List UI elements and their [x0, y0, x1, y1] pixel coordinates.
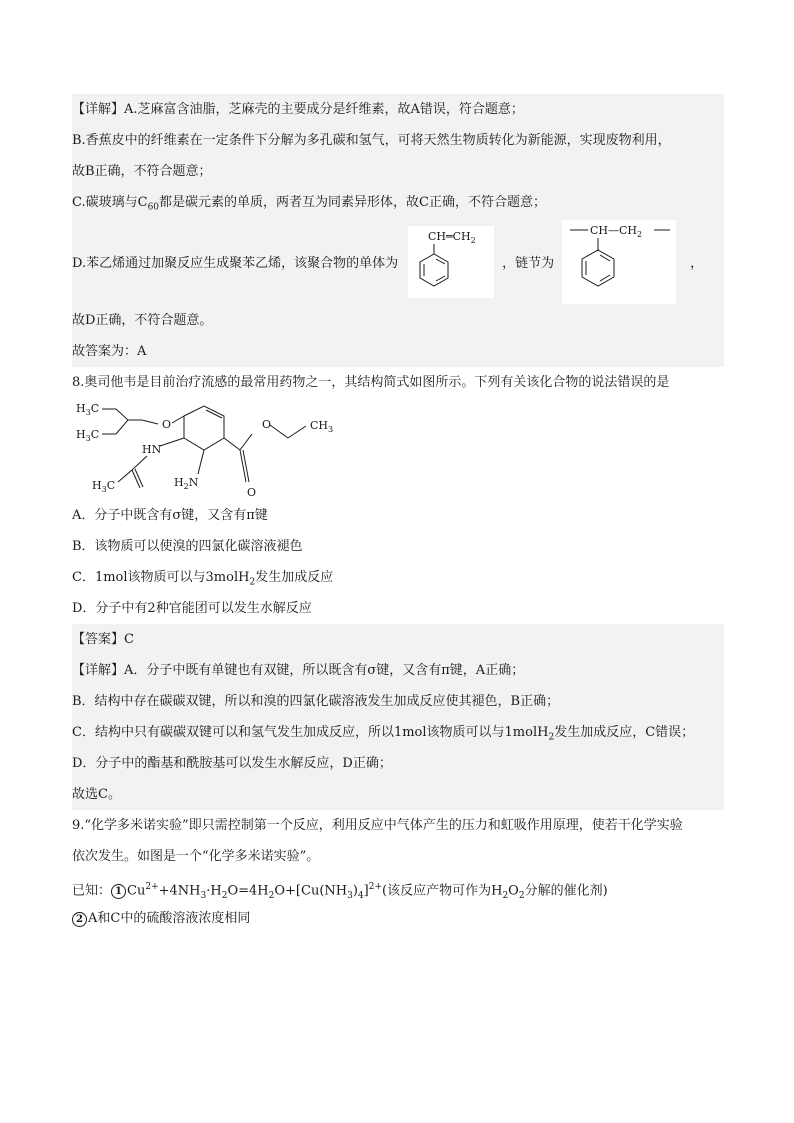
monomer-label: $CH═CH_2$: [428, 229, 476, 245]
label-o-carbonyl: O: [247, 486, 257, 498]
text: B.香蕉皮中的纤维素在一定条件下分解为多孔碳和氢气，可将天然生物质转化为新能源，实现废物利用，: [72, 133, 671, 148]
label-h3c-bottom: $H_3C$: [92, 479, 116, 494]
subscript: 3: [200, 890, 207, 901]
document-page: [72, 94, 724, 934]
superscript: 2+: [145, 882, 159, 892]
subscript: 2: [249, 577, 256, 588]
text: ]: [363, 883, 369, 899]
solution-7-line-1: [72, 94, 724, 125]
superscript: 2+: [368, 882, 383, 892]
oseltamivir-structure: [72, 398, 362, 498]
subscript: 2: [502, 890, 509, 901]
question-9-stem-2: [72, 841, 724, 872]
question-8-structure: [72, 398, 724, 500]
subscript: 60: [147, 202, 160, 213]
polystyrene-repeat-unit: [562, 220, 676, 304]
text: 【详解】A.芝麻富含油脂，芝麻壳的主要成分是纤维素，故A错误，符合题意；: [72, 102, 524, 117]
question-8-explanation-3: [72, 717, 724, 748]
subscript: 2: [548, 732, 555, 743]
question-8-option-a: [72, 500, 724, 531]
label-hn: HN: [142, 443, 162, 456]
question-8-answer-block: [72, 624, 724, 810]
question-8-option-d: [72, 593, 724, 624]
text: 故D正确，不符合题意。: [72, 313, 213, 328]
text: 故答案为：A: [72, 344, 147, 359]
text: D．分子中的酯基和酰胺基可以发生水解反应，D正确；: [72, 756, 392, 771]
question-8-explanation-2: [72, 686, 724, 717]
subscript: 3: [347, 890, 353, 901]
label-ch3: $CH_3$: [310, 419, 334, 434]
solution-7-line-3: [72, 156, 724, 187]
label-o-ester: O: [262, 418, 272, 431]
subscript: 2: [268, 890, 275, 901]
text: D．分子中有2种官能团可以发生水解反应: [72, 601, 312, 616]
text: D.苯乙烯通过加聚反应生成聚苯乙烯，该聚合物的单体为: [72, 256, 399, 271]
text: (该反应产物可作为H: [382, 883, 503, 899]
label-h2n: $H_2N$: [174, 476, 199, 491]
text: 都是碳元素的单质，两者互为同素异形体，故C正确，不符合题意；: [159, 195, 546, 210]
text: B．结构中存在碳碳双键，所以和溴的四氯化碳溶液发生加成反应使其褪色，B正确；: [72, 694, 560, 709]
text: 依次发生。如图是一个“化学多米诺实验”。: [72, 849, 320, 864]
text: C.碳玻璃与C: [72, 195, 148, 210]
text: O: [508, 883, 519, 899]
text: O+[Cu(NH: [274, 883, 348, 899]
text: 故选C。: [72, 787, 121, 802]
text: +4NH: [158, 883, 201, 899]
text: 【答案】C: [72, 632, 134, 647]
circled-number: 2: [72, 912, 87, 927]
label-o-ring: O: [162, 418, 172, 431]
question-9-block: [72, 810, 724, 934]
chain-label: $CH—CH_2$: [590, 223, 643, 239]
text: C．结构中只有碳碳双键可以和氢气发生加成反应，所以1mol该物质可以与1molH: [72, 725, 549, 740]
solution-7-line-6: [72, 305, 724, 336]
question-8-stem: [72, 367, 724, 398]
text: 已知：: [72, 883, 112, 899]
question-8-explanation-5: [72, 779, 724, 810]
question-8-block: [72, 367, 724, 624]
text: A和C中的硫酸溶液浓度相同: [88, 911, 251, 926]
text: O=4H: [227, 883, 269, 899]
text: C．1mol该物质可以与3molH: [72, 570, 250, 585]
text: B．该物质可以使溴的四氯化碳溶液褪色: [72, 539, 303, 554]
question-8-answer: [72, 624, 724, 655]
text: 9.“化学多米诺实验”即只需控制第一个反应，利用反应中气体产生的压力和虹吸作用原理，使若干化学实验: [72, 818, 683, 833]
text: ·H: [206, 883, 222, 899]
text: ，链节为: [502, 256, 555, 271]
text: ): [352, 883, 358, 899]
label-h3c-top: $H_3C$: [76, 402, 100, 417]
subscript: 4: [357, 890, 364, 901]
text: 分解的催化剂): [524, 883, 608, 899]
solution-7-block: [72, 94, 724, 367]
text: Cu: [127, 883, 146, 899]
solution-7-line-4: [72, 187, 724, 218]
text: 发生加成反应，C错误；: [554, 725, 695, 740]
question-8-option-b: [72, 531, 724, 562]
solution-7-line-2: [72, 125, 724, 156]
text: ，: [690, 256, 704, 271]
text: A．分子中既含有σ键，又含有π键: [72, 508, 268, 523]
solution-7-line-5: [72, 218, 724, 305]
styrene-structure: [408, 226, 494, 298]
subscript: 2: [221, 890, 228, 901]
label-h3c-mid: $H_3C$: [76, 428, 100, 443]
question-8-explanation-4: [72, 748, 724, 779]
question-8-explanation-1: [72, 655, 724, 686]
question-8-option-c: [72, 562, 724, 593]
circled-number: 1: [111, 884, 126, 899]
question-9-known-2: [72, 903, 724, 934]
text: 【详解】A．分子中既有单键也有双键，所以既含有σ键，又含有π键，A正确；: [72, 663, 525, 678]
question-9-known-1: [72, 872, 724, 903]
text: 8.奥司他韦是目前治疗流感的最常用药物之一，其结构简式如图所示。下列有关该化合物的说法错误的是: [72, 375, 670, 390]
text: 故B正确，不符合题意；: [72, 164, 212, 179]
text: 发生加成反应: [255, 570, 334, 585]
solution-7-line-7: [72, 336, 724, 367]
question-9-stem-1: [72, 810, 724, 841]
subscript: 2: [518, 890, 525, 901]
